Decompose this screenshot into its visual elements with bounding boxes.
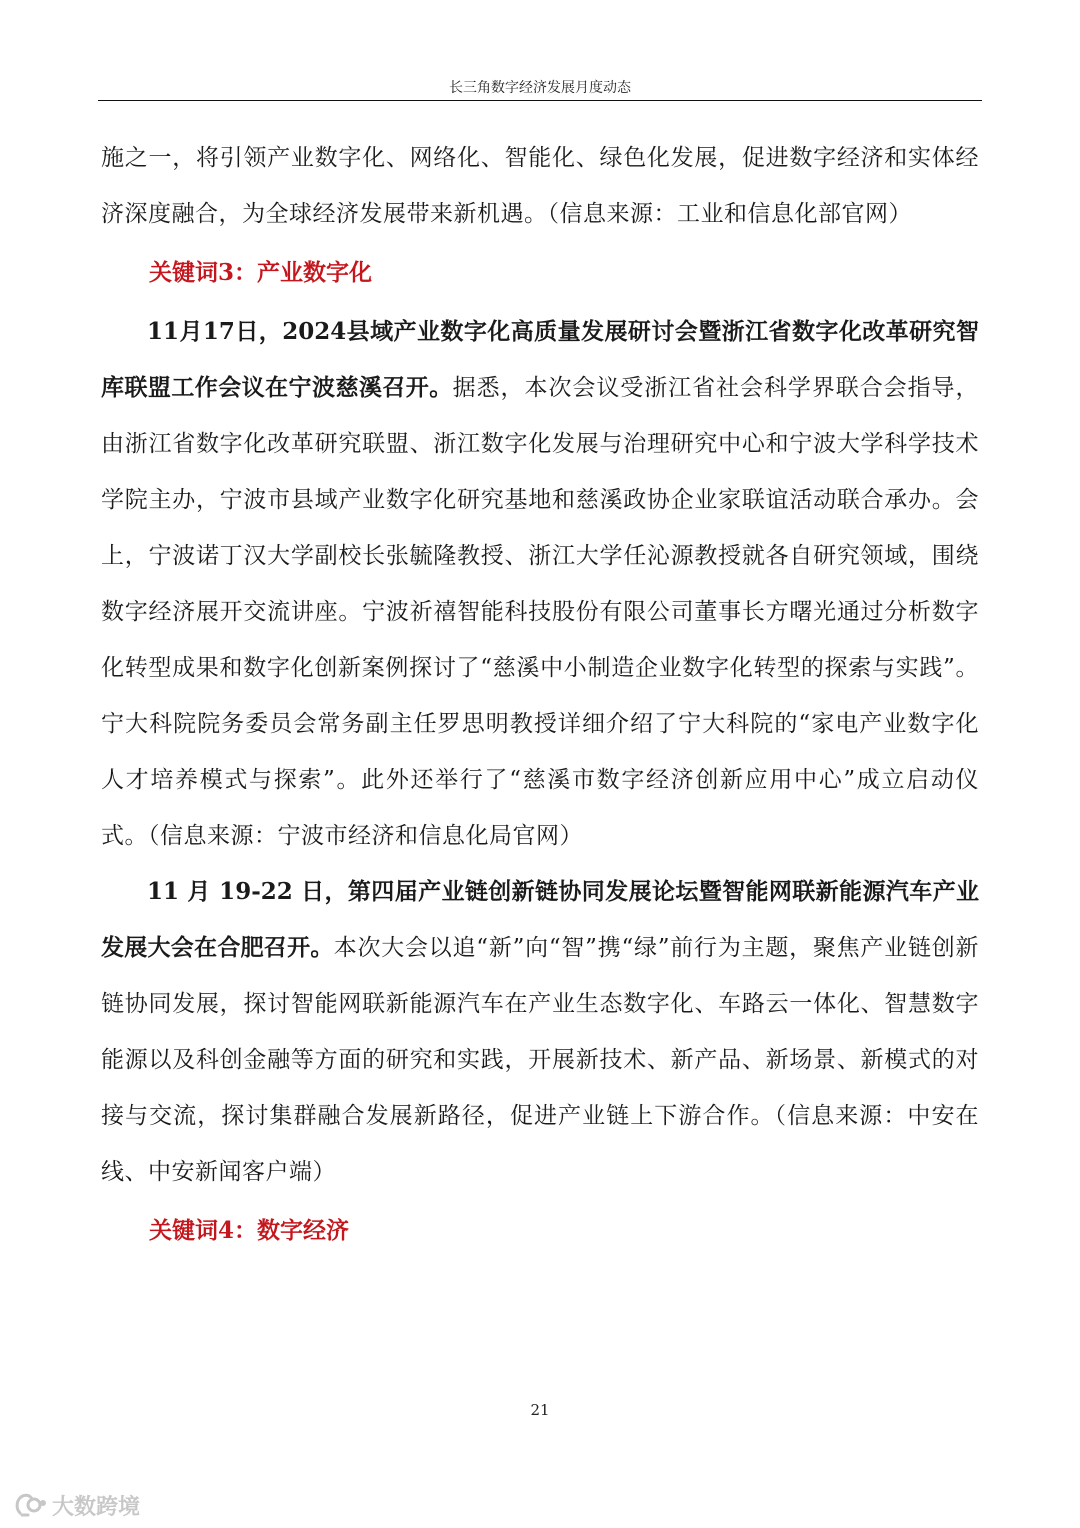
paragraph-news-2 [101, 864, 979, 1200]
paragraph-news-1 [101, 304, 979, 864]
news-2-body: 本次大会以追“新”向“智”携“绿”前行为主题，聚焦产业链创新链协同发展，探讨智能网联新能源汽车在产业生态数字化、车路云一体化、智慧数字能源以及科创金融等方面的研究和实践，开展新技术、新产品、新场景、新模式的对接与交流，探讨集群融合发展新路径，促进产业链上下游合作。（信息来源：中安在线、中安新闻客户端） [101, 935, 979, 1185]
news-1-body: 据悉，本次会议受浙江省社会科学界联合会指导，由浙江省数字化改革研究联盟、浙江数字化发展与治理研究中心和宁波大学科学技术学院主办，宁波市县域产业数字化研究基地和慈溪政协企业家联谊活动联合承办。会上，宁波诺丁汉大学副校长张毓隆教授、浙江大学任沁源教授就各自研究领域，围绕数字经济展开交流讲座。宁波祈禧智能科技股份有限公司董事长方曙光通过分析数字化转型成果和数字化创新案例探讨了“慈溪中小制造企业数字化转型的探索与实践”。宁大科院院务委员会常务副主任罗思明教授详细介绍了宁大科院的“家电产业数字化人才培养模式与探索”。此外还举行了“慈溪市数字经济创新应用中心”成立启动仪式。（信息来源：宁波市经济和信息化局官网） [101, 375, 980, 849]
header-rule [98, 100, 982, 101]
keyword-heading-4: 关键词4：数字经济 [149, 1217, 350, 1244]
brand-logo-icon [14, 1491, 48, 1519]
running-header: 长三角数字经济发展月度动态 [449, 80, 631, 96]
watermark [14, 1490, 140, 1520]
watermark-text: 大数跨境 [52, 1494, 141, 1520]
keyword-heading-3: 关键词3：产业数字化 [149, 259, 373, 286]
news-1-lead: 11月17日，2024县域产业数字化高质量发展研讨会暨浙江省数字化改革研究智库联盟工作会议在宁波慈溪召开。 [101, 318, 979, 401]
document-body [101, 130, 979, 1262]
page-number: 21 [530, 1401, 550, 1419]
news-2-lead: 11 月 19-22 日，第四届产业链创新链协同发展论坛暨智能网联新能源汽车产业发展大会在合肥召开。 [101, 878, 979, 961]
paragraph-continuation: 施之一，将引领产业数字化、网络化、智能化、绿色化发展，促进数字经济和实体经济深度融合，为全球经济发展带来新机遇。（信息来源：工业和信息化部官网） [101, 145, 979, 227]
